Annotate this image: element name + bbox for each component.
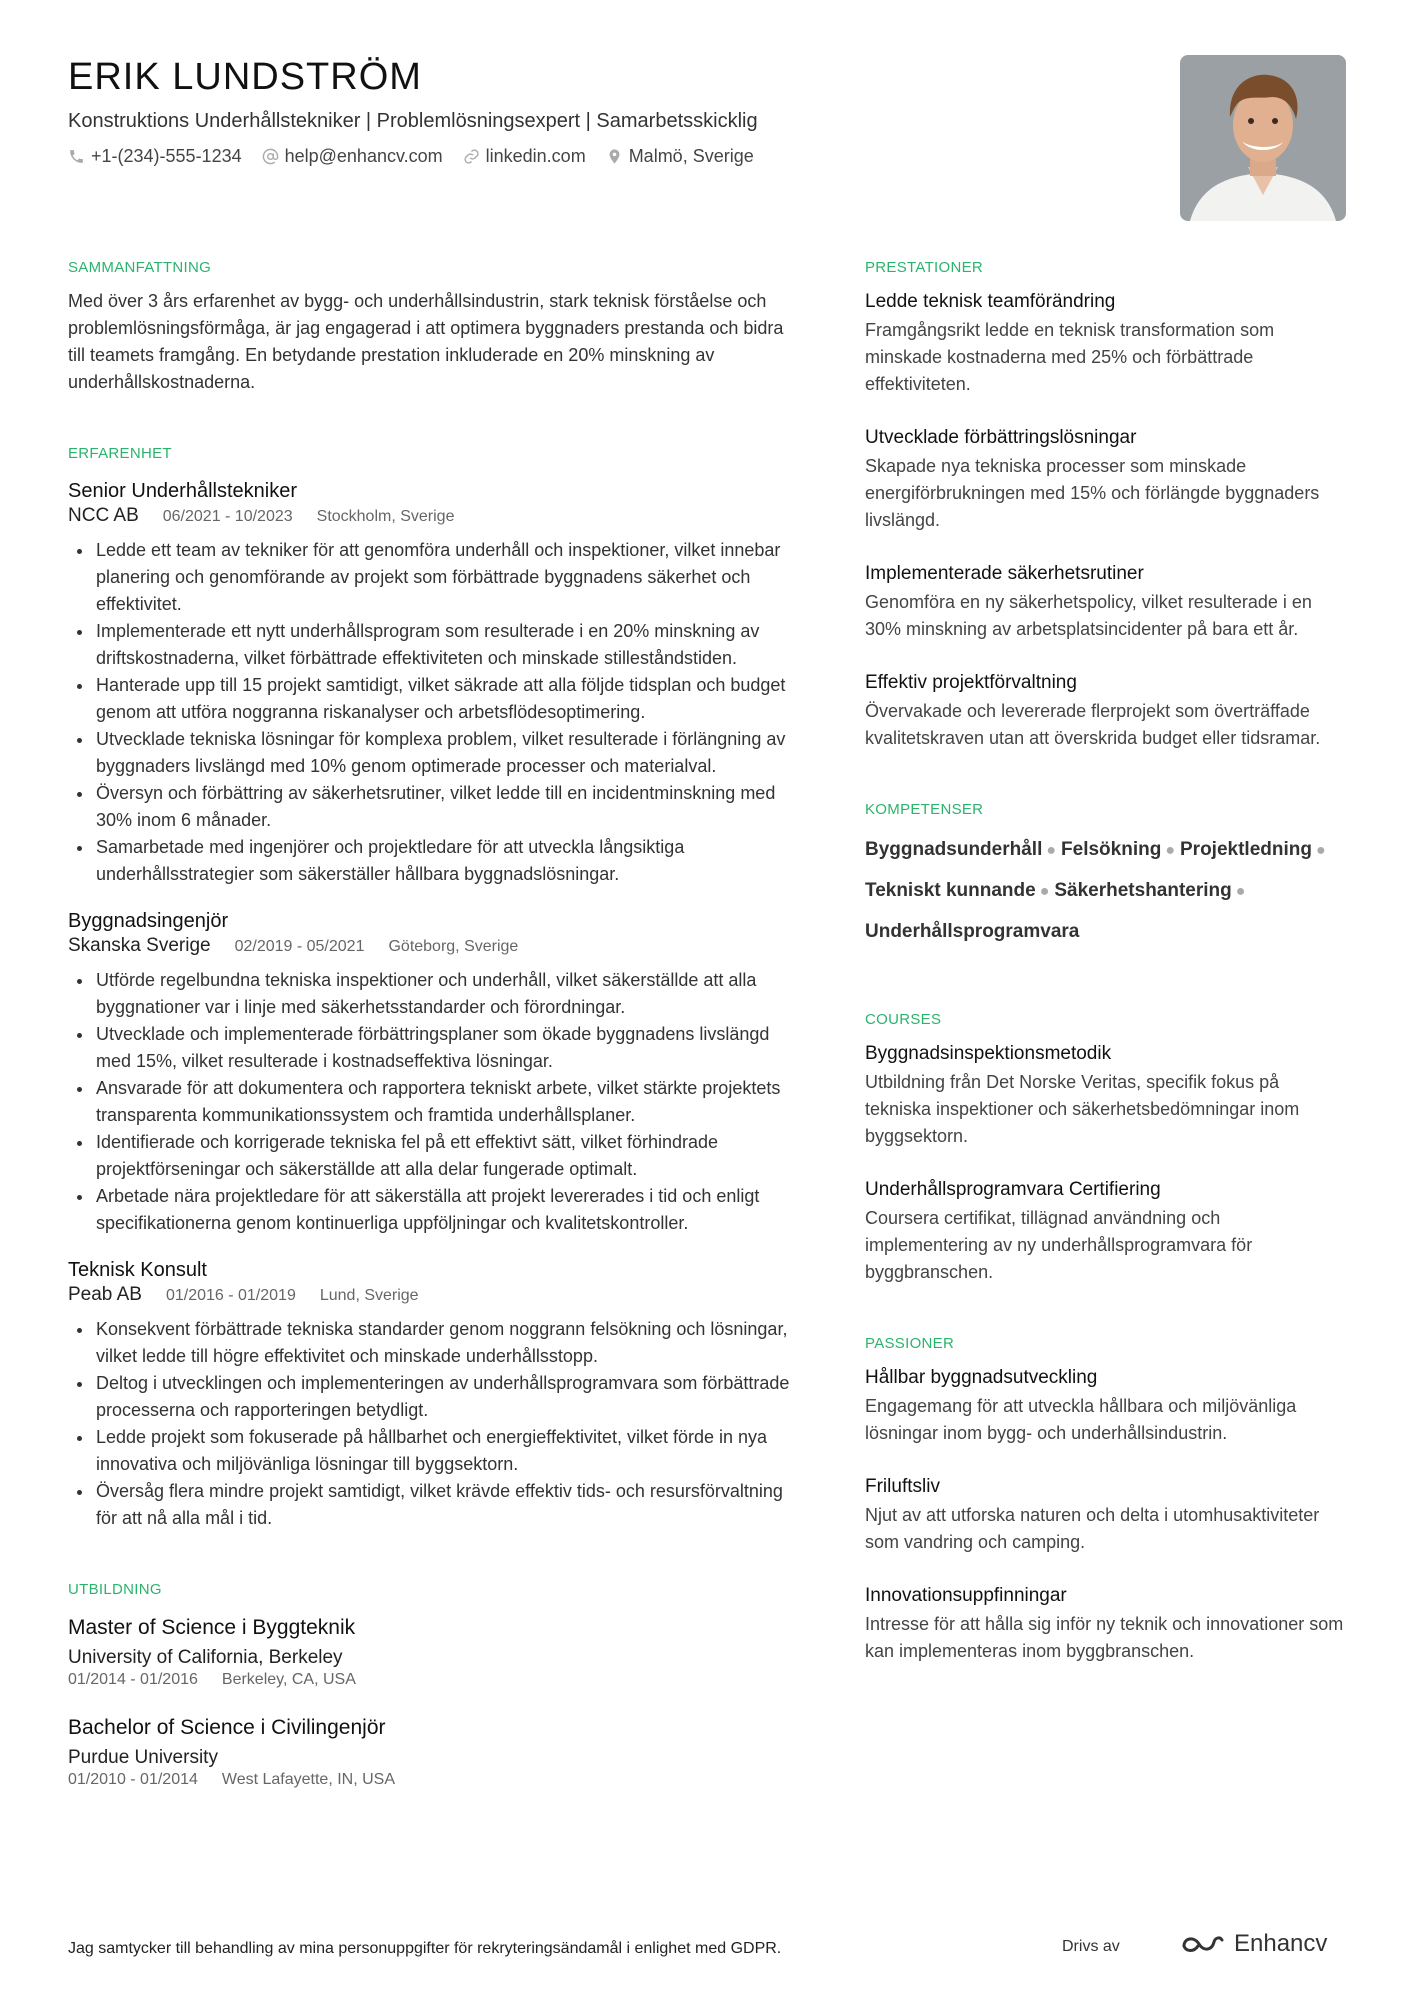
skill-tag: Säkerhetshantering [1054, 880, 1232, 901]
job-bullet: • Ledde ett team av tekniker för att genomföra underhåll och inspektioner, vilket innebar planering och genomförande av projekt som förbättrade byggnadens säkerhet och effektivitet. [94, 537, 798, 618]
summary-section [68, 258, 798, 396]
course-item [865, 1176, 1345, 1286]
candidate-name: ERIK LUNDSTRÖM [68, 56, 422, 98]
avatar [1180, 55, 1346, 221]
job-entry [68, 908, 798, 1237]
achievement-item [865, 560, 1345, 643]
phone-text: +1-(234)-555-1234 [91, 146, 242, 166]
powered-by-label: Drivs av [1062, 1938, 1120, 1955]
skills-list [865, 830, 1345, 952]
job-bullets [68, 1316, 798, 1532]
job-bullet: • Deltog i utvecklingen och implementeringen av underhållsprogramvara som förbättrade processerna och rapporteringen betydligt. [94, 1370, 798, 1424]
skills-heading: KOMPETENSER [865, 801, 984, 818]
separator-dot: ● [1046, 842, 1057, 859]
education-entry [68, 1714, 798, 1790]
passion-desc: Njut av att utforska naturen och delta i utomhusaktiviteter som vandring och camping. [865, 1505, 1320, 1552]
courses-heading: COURSES [865, 1011, 942, 1028]
job-location: Göteborg, Sverige [388, 938, 519, 955]
contact-linkedin[interactable] [463, 144, 586, 168]
job-bullet: • Utförde regelbundna tekniska inspektioner och underhåll, vilket säkerställde att alla byggnationer var i linje med säkerhetsstandarder och förordningar. [94, 967, 798, 1021]
job-bullet: • Översåg flera mindre projekt samtidigt, vilket krävde effektiv tids- och resursförvaltning för att nå alla mål i tid. [94, 1478, 798, 1532]
page-footer [68, 1930, 1338, 1970]
job-meta [68, 504, 798, 529]
skill-tag: Byggnadsunderhåll [865, 839, 1043, 860]
contact-row [68, 144, 1128, 168]
job-title: Senior Underhållstekniker [68, 480, 298, 502]
summary-heading: SAMMANFATTNING [68, 259, 212, 276]
job-bullet: • Samarbetade med ingenjörer och projektledare för att utveckla långsiktiga underhållsstrategier som säkerställer hållbara byggnadslösningar. [94, 834, 798, 888]
course-item [865, 1040, 1345, 1150]
company-name: NCC AB [68, 505, 139, 526]
right-column [865, 258, 1345, 1691]
courses-section [865, 1010, 1345, 1286]
passion-desc: Engagemang för att utveckla hållbara och miljövänliga lösningar inom bygg- och underhållsindustrin. [865, 1396, 1297, 1443]
contact-email[interactable] [262, 144, 443, 168]
job-meta [68, 934, 798, 959]
achievement-title: Ledde teknisk teamförändring [865, 291, 1116, 312]
job-dates: 01/2016 - 01/2019 [165, 1287, 296, 1304]
achievement-title: Implementerade säkerhetsrutiner [865, 563, 1144, 584]
skills-section [865, 800, 1345, 952]
achievement-title: Utvecklade förbättringslösningar [865, 427, 1137, 448]
email-text[interactable]: help@enhancv.com [284, 146, 443, 166]
resume-header [68, 52, 1128, 168]
skill-tag: Projektledning [1180, 839, 1312, 860]
left-column [68, 258, 798, 1790]
job-bullet: • Konsekvent förbättrade tekniska standarder genom noggrann felsökning och lösningar, vilket ledde till högre effektivitet och minskade underhållsstopp. [94, 1316, 798, 1370]
job-bullet: • Ansvarade för att dokumentera och rapportera tekniskt arbete, vilket stärkte projektets transparenta kommunikationssystem och framtida underhållsplaner. [94, 1075, 798, 1129]
course-desc: Utbildning från Det Norske Veritas, specifik fokus på tekniska inspektioner och säkerhetsbedömningar inom byggsektorn. [865, 1072, 1300, 1146]
education-meta [68, 1770, 798, 1790]
job-location: Lund, Sverige [319, 1287, 419, 1304]
job-title: Teknisk Konsult [68, 1259, 207, 1281]
job-bullet: • Implementerade ett nytt underhållsprogram som resulterade i en 20% minskning av driftskostnaderna, vilket förbättrade effektiviteten och minskade stilleståndstiden. [94, 618, 798, 672]
course-desc: Coursera certifikat, tillägnad användning och implementering av ny underhållsprogramvara för byggbranschen. [865, 1208, 1253, 1282]
education-heading: UTBILDNING [68, 1581, 162, 1598]
passion-desc: Intresse för att hålla sig inför ny teknik och innovationer som kan implementeras inom byggbranschen. [865, 1614, 1344, 1661]
experience-section [68, 444, 798, 1532]
location-pin-icon [606, 148, 623, 165]
achievement-desc: Genomföra en ny säkerhetspolicy, vilket resulterade i en 30% minskning av arbetsplatsincidenter på bara ett år. [865, 592, 1312, 639]
job-dates: 06/2021 - 10/2023 [162, 508, 293, 525]
separator-dot: ● [1315, 842, 1326, 859]
achievement-item [865, 288, 1345, 398]
education-location: Berkeley, CA, USA [221, 1671, 356, 1688]
at-icon [262, 148, 279, 165]
gdpr-consent-text: Jag samtycker till behandling av mina personuppgifter för rekryteringsändamål i enlighet med GDPR. [68, 1940, 782, 1957]
job-bullet: • Identifierade och korrigerade tekniska fel på ett effektivt sätt, vilket förhindrade projektförseningar och säkerställde att alla delar fungerade optimalt. [94, 1129, 798, 1183]
job-title: Byggnadsingenjör [68, 910, 229, 932]
contact-phone [68, 144, 242, 168]
job-bullet: • Utvecklade och implementerade förbättringsplaner som ökade byggnadens livslängd med 15%, vilket resulterade i kostnadseffektiva lösningar. [94, 1021, 798, 1075]
passion-title: Friluftsliv [865, 1476, 940, 1497]
job-bullet: • Hanterade upp till 15 projekt samtidigt, vilket säkrade att alla följde tidsplan och budget genom att utföra noggranna riskanalyser och arbetsflödesoptimering. [94, 672, 798, 726]
job-bullet: • Arbetade nära projektledare för att säkerställa att projekt levererades i tid och enligt specifikationerna genom kontinuerliga uppföljningar och kvalitetskontroller. [94, 1183, 798, 1237]
passion-item [865, 1582, 1345, 1665]
job-entry [68, 478, 798, 888]
passion-title: Innovationsuppfinningar [865, 1585, 1067, 1606]
achievement-item [865, 669, 1345, 752]
education-dates: 01/2014 - 01/2016 [68, 1671, 198, 1688]
enhancv-logo-icon [1180, 1932, 1226, 1956]
degree-title: Bachelor of Science i Civilingenjör [68, 1716, 386, 1739]
link-icon [463, 148, 480, 165]
job-meta [68, 1283, 798, 1308]
education-location: West Lafayette, IN, USA [221, 1771, 395, 1788]
course-title: Underhållsprogramvara Certifiering [865, 1179, 1161, 1200]
separator-dot: ● [1235, 883, 1246, 900]
job-bullet: • Översyn och förbättring av säkerhetsrutiner, vilket ledde till en incidentminskning med 30% inom 6 månader. [94, 780, 798, 834]
education-dates: 01/2010 - 01/2014 [68, 1771, 198, 1788]
brand-name: Enhancv [1234, 1930, 1328, 1957]
passions-heading: PASSIONER [865, 1335, 955, 1352]
contact-location [606, 144, 754, 168]
achievement-item [865, 424, 1345, 534]
passion-item [865, 1364, 1345, 1447]
skill-tag: Tekniskt kunnande [865, 880, 1036, 901]
passion-title: Hållbar byggnadsutveckling [865, 1367, 1098, 1388]
phone-icon [68, 148, 85, 165]
education-meta [68, 1670, 798, 1690]
company-name: Peab AB [68, 1284, 142, 1305]
passions-section [865, 1334, 1345, 1665]
separator-dot: ● [1165, 842, 1175, 859]
job-bullets [68, 537, 798, 888]
school-name: Purdue University [68, 1747, 218, 1768]
achievement-desc: Framgångsrikt ledde en teknisk transformation som minskade kostnaderna med 25% och förbättrade effektiviteten. [865, 320, 1275, 394]
profile-photo [1180, 55, 1346, 221]
school-name: University of California, Berkeley [68, 1647, 343, 1668]
job-entry [68, 1257, 798, 1532]
skill-tag: Underhållsprogramvara [865, 921, 1080, 942]
job-location: Stockholm, Sverige [316, 508, 455, 525]
achievement-desc: Skapade nya tekniska processer som minskade energiförbrukningen med 15% och förlängde byggnaders livslängd. [865, 456, 1320, 530]
achievement-title: Effektiv projektförvaltning [865, 672, 1077, 693]
achievements-section [865, 258, 1345, 752]
job-bullets [68, 967, 798, 1237]
course-title: Byggnadsinspektionsmetodik [865, 1043, 1112, 1064]
linkedin-text[interactable]: linkedin.com [485, 146, 586, 166]
achievements-heading: PRESTATIONER [865, 259, 984, 276]
job-dates: 02/2019 - 05/2021 [234, 938, 365, 955]
achievement-desc: Övervakade och levererade flerprojekt som överträffade kvalitetskraven utan att överskrida budget eller tidsramar. [865, 701, 1321, 748]
enhancv-logo[interactable] [1180, 1930, 1327, 1958]
passion-item [865, 1473, 1345, 1556]
summary-text: Med över 3 års erfarenhet av bygg- och underhållsindustrin, stark teknisk förståelse och problemlösningsförmåga, är jag engagerad i att optimera byggnaders prestanda och bidra till teamets framgång. En betydande prestation inkluderade en 20% minskning av underhållskostnaderna. [68, 291, 784, 392]
separator-dot: ● [1039, 883, 1050, 900]
location-text: Malmö, Sverige [628, 146, 754, 166]
education-entry [68, 1614, 798, 1690]
job-bullet: • Utvecklade tekniska lösningar för komplexa problem, vilket resulterade i förlängning av byggnaders livslängd med 10% genom optimerade processer och materialval. [94, 726, 798, 780]
education-section [68, 1580, 798, 1790]
degree-title: Master of Science i Byggteknik [68, 1616, 356, 1639]
candidate-tagline: Konstruktions Underhållstekniker | Problemlösningsexpert | Samarbetsskicklig [68, 110, 758, 132]
company-name: Skanska Sverige [68, 935, 211, 956]
skill-tag: Felsökning [1061, 839, 1162, 860]
experience-heading: ERFARENHET [68, 445, 172, 462]
job-bullet: • Ledde projekt som fokuserade på hållbarhet och energieffektivitet, vilket förde in nya innovativa och miljövänliga lösningar till byggsektorn. [94, 1424, 798, 1478]
